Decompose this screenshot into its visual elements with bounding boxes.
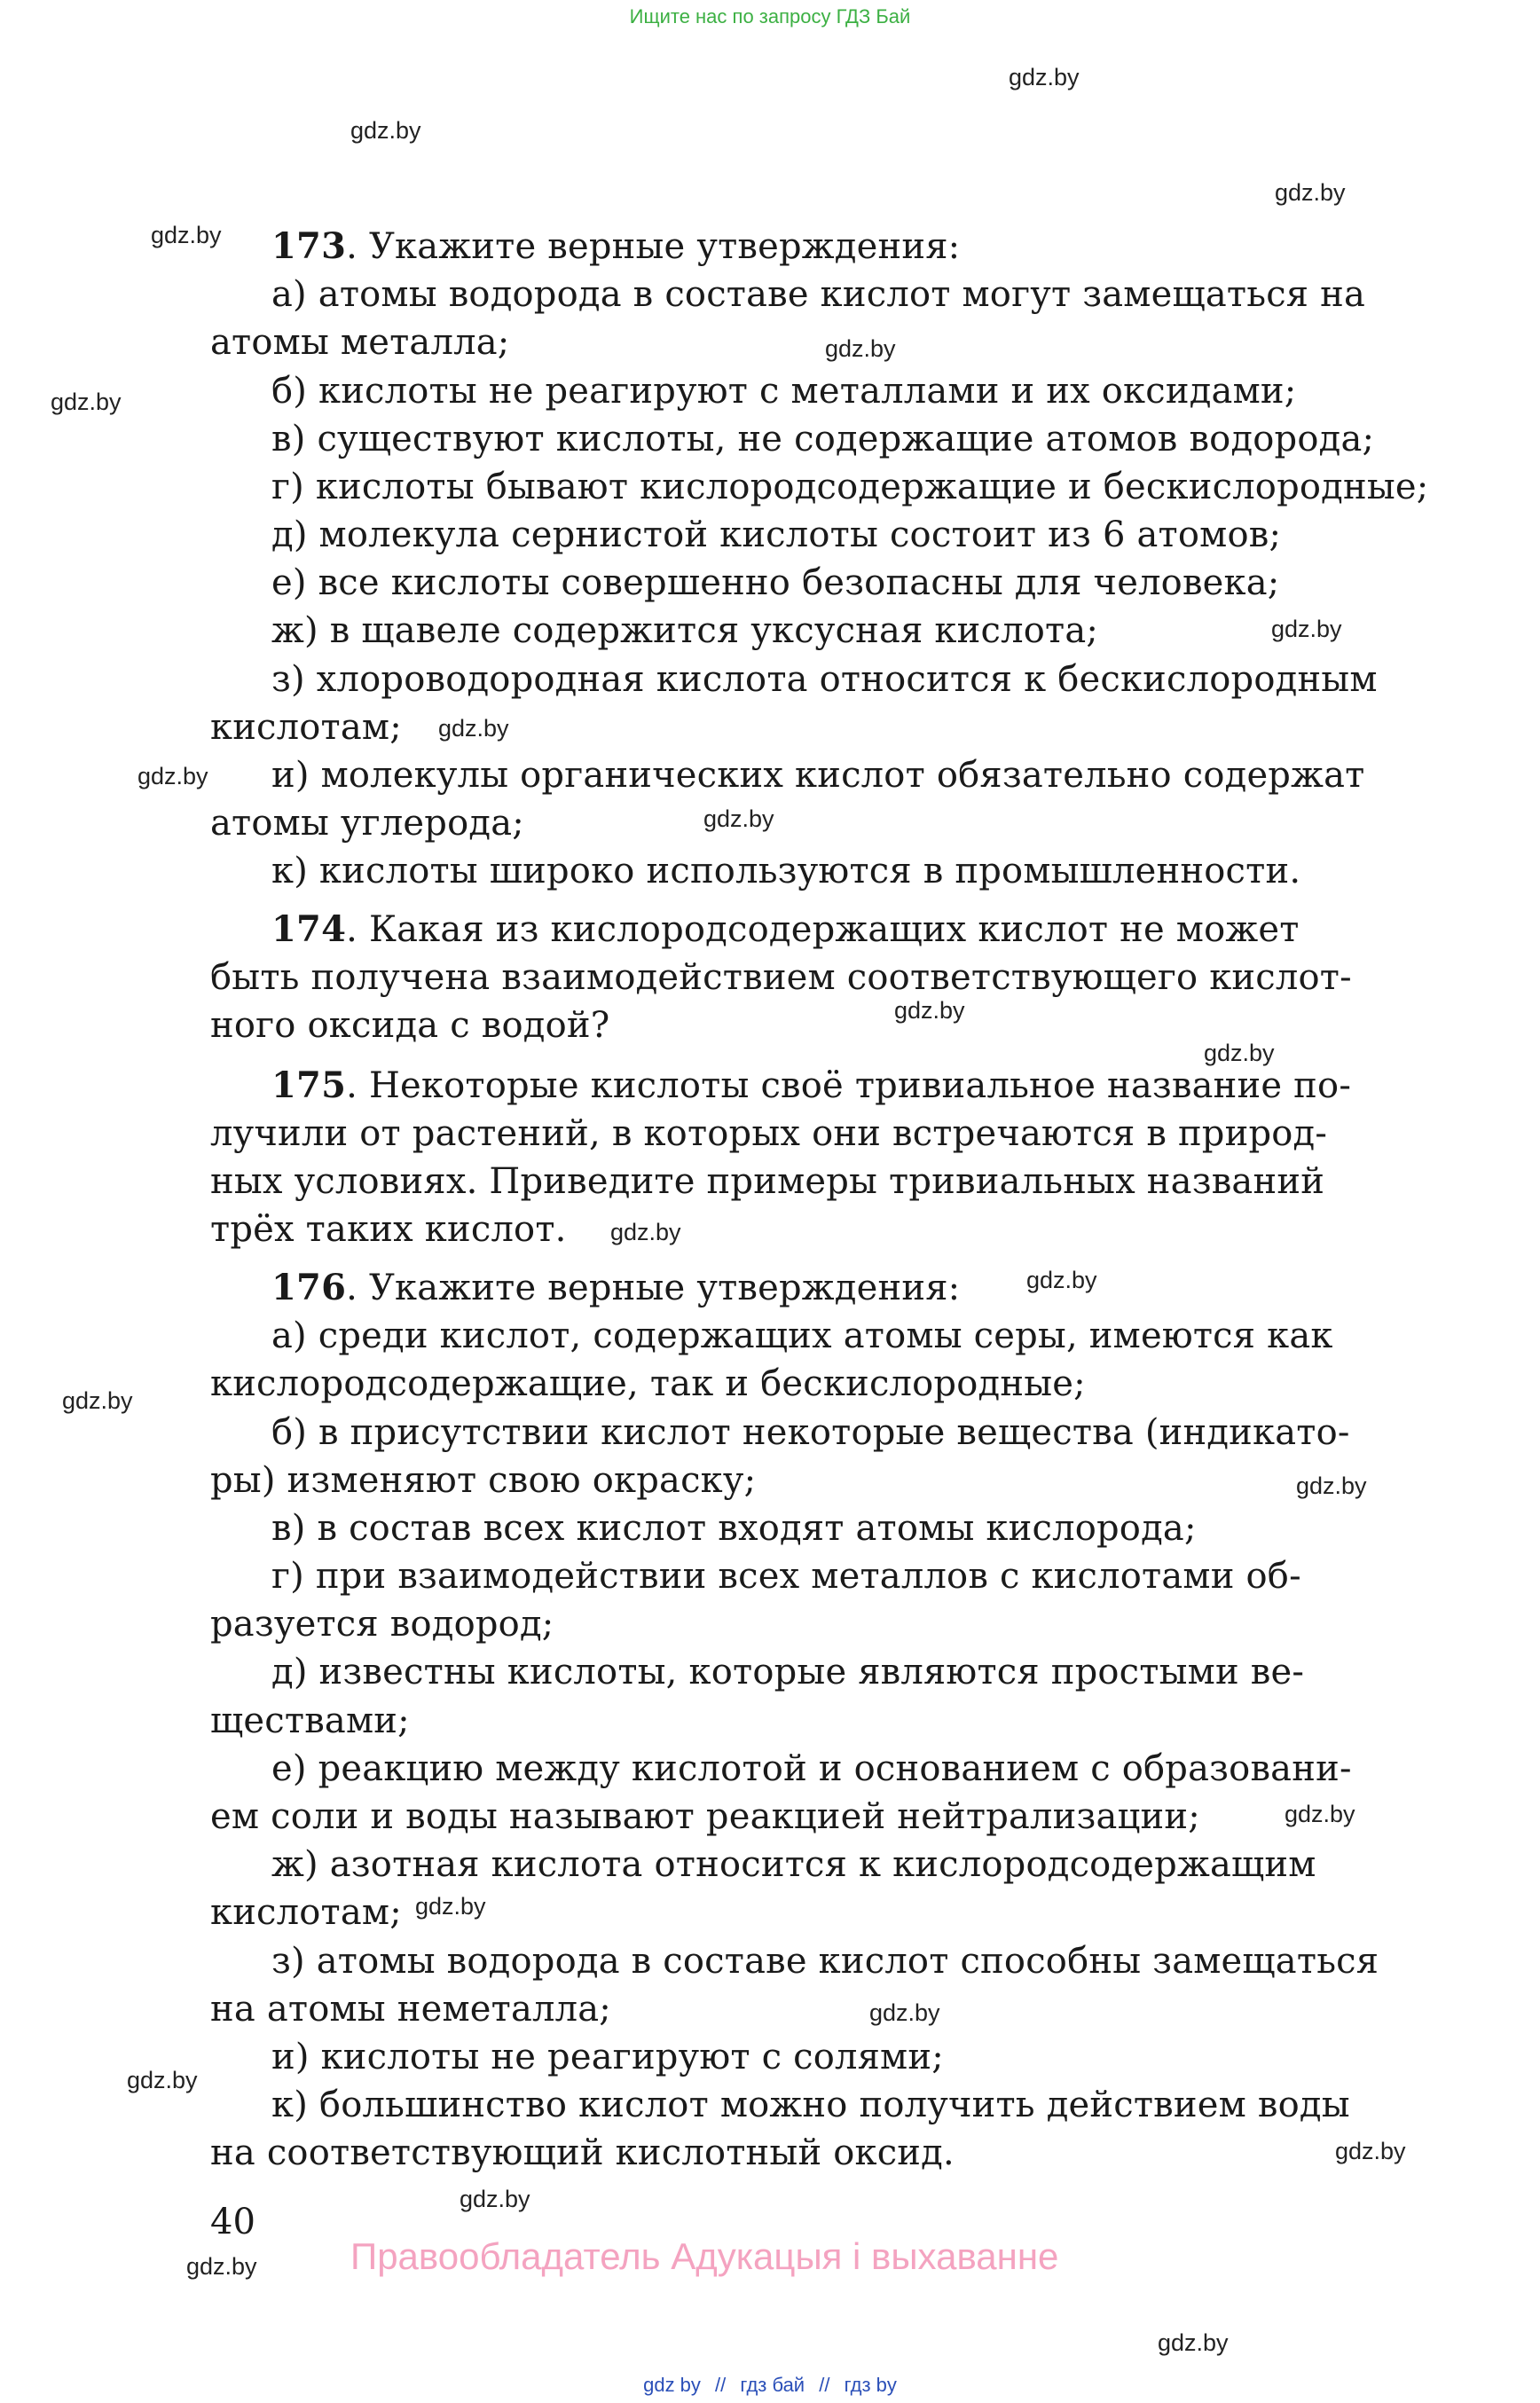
line-text: ных условиях. Приведите примеры тривиальных названий bbox=[210, 1161, 1325, 1202]
task-number: 174 bbox=[271, 908, 347, 950]
line-text: б) в присутствии кислот некоторые вещества (индикато- bbox=[271, 1412, 1350, 1453]
line-text: лучили от растений, в которых они встречаются в природ- bbox=[210, 1113, 1328, 1154]
task-176-heading bbox=[271, 1264, 960, 1312]
watermark: gdz.by bbox=[438, 715, 509, 742]
watermark: gdz.by bbox=[869, 1999, 940, 2026]
line-text: быть получена взаимодействием соответствующего кислот- bbox=[210, 957, 1352, 998]
watermark: gdz.by bbox=[1009, 64, 1080, 90]
watermark: gdz.by bbox=[1158, 2329, 1229, 2356]
line-text: на соответствующий кислотный оксид. bbox=[210, 2132, 955, 2173]
task-number: 176 bbox=[271, 1267, 347, 1308]
watermark: gdz.by bbox=[1275, 179, 1346, 206]
line-text: ществами; bbox=[210, 1700, 410, 1741]
watermark: gdz.by bbox=[186, 2253, 257, 2280]
task-number: 175 bbox=[271, 1064, 347, 1106]
watermark: gdz.by bbox=[350, 117, 421, 144]
line-text: з) хлороводородная кислота относится к бескислородным bbox=[271, 659, 1378, 700]
copyright-notice: Правообладатель Адукацыя і выхаванне bbox=[350, 2235, 1059, 2277]
top-banner[interactable]: Ищите нас по запросу ГДЗ Бай bbox=[629, 5, 911, 27]
watermark: gdz.by bbox=[703, 805, 774, 832]
line-text: на атомы неметалла; bbox=[210, 1989, 611, 2030]
line-text: кислотам; bbox=[210, 1892, 402, 1933]
watermark: gdz.by bbox=[825, 335, 896, 362]
line-text: г) при взаимодействии всех металлов с кислотами об- bbox=[271, 1556, 1301, 1597]
watermark: gdz.by bbox=[138, 763, 208, 789]
line-text: ж) азотная кислота относится к кислородсодержащим bbox=[271, 1844, 1316, 1885]
line-text: г) кислоты бывают кислородсодержащие и бескислородные; bbox=[271, 467, 1429, 507]
line-text: а) среди кислот, содержащих атомы серы, имеются как bbox=[271, 1315, 1333, 1356]
link-separator: // bbox=[715, 2374, 727, 2396]
watermark: gdz.by bbox=[1026, 1267, 1097, 1293]
line-text: кислотам; bbox=[210, 707, 402, 748]
line-text: е) все кислоты совершенно безопасны для человека; bbox=[271, 562, 1280, 603]
watermark: gdz.by bbox=[610, 1219, 681, 1245]
watermark: gdz.by bbox=[1271, 616, 1342, 642]
line-text: а) атомы водорода в составе кислот могут замещаться на bbox=[271, 274, 1366, 315]
task-number: 173 bbox=[271, 225, 347, 267]
line-text: в) в состав всех кислот входят атомы кислорода; bbox=[271, 1508, 1197, 1549]
line-text: . Какая из кислородсодержащих кислот не может bbox=[346, 909, 1300, 950]
line-text: б) кислоты не реагируют с металлами и их оксидами; bbox=[271, 371, 1297, 412]
line-text: к) кислоты широко используются в промышленности. bbox=[271, 851, 1301, 891]
line-text: е) реакцию между кислотой и основанием с образовани- bbox=[271, 1748, 1352, 1789]
line-text: . Некоторые кислоты своё тривиальное название по- bbox=[346, 1065, 1352, 1106]
line-text: . Укажите верные утверждения: bbox=[346, 1268, 961, 1308]
line-text: кислородсодержащие, так и бескислородные; bbox=[210, 1363, 1086, 1404]
line-text: д) молекула сернистой кислоты состоит из 6 атомов; bbox=[271, 514, 1282, 555]
watermark: gdz.by bbox=[415, 1893, 486, 1920]
link-gdz-bai[interactable]: гдз бай bbox=[740, 2374, 805, 2396]
watermark: gdz.by bbox=[127, 2067, 198, 2093]
link-gdz-by[interactable]: gdz by bbox=[643, 2374, 701, 2396]
line-text: в) существуют кислоты, не содержащие атомов водорода; bbox=[271, 419, 1375, 459]
line-text: к) большинство кислот можно получить действием воды bbox=[271, 2085, 1350, 2125]
line-text: д) известны кислоты, которые являются простыми ве- bbox=[271, 1652, 1305, 1692]
line-text: трёх таких кислот. bbox=[210, 1209, 567, 1250]
task-175-heading bbox=[271, 1062, 1351, 1110]
watermark: gdz.by bbox=[1335, 2138, 1406, 2164]
task-173-heading bbox=[271, 223, 960, 271]
task-174-heading bbox=[271, 906, 1300, 954]
link-separator: // bbox=[819, 2374, 830, 2396]
line-text: атомы металла; bbox=[210, 322, 510, 363]
watermark: gdz.by bbox=[894, 997, 965, 1024]
line-text: . Укажите верные утверждения: bbox=[346, 226, 961, 267]
line-text: ного оксида с водой? bbox=[210, 1005, 610, 1046]
link-gdz-by-cyr[interactable]: гдз by bbox=[844, 2374, 897, 2396]
line-text: и) молекулы органических кислот обязательно содержат bbox=[271, 755, 1365, 796]
watermark: gdz.by bbox=[460, 2186, 530, 2212]
watermark: gdz.by bbox=[1285, 1801, 1355, 1827]
line-text: ем соли и воды называют реакцией нейтрализации; bbox=[210, 1796, 1200, 1837]
watermark: gdz.by bbox=[62, 1387, 133, 1414]
watermark: gdz.by bbox=[151, 222, 222, 248]
watermark: gdz.by bbox=[1296, 1472, 1367, 1499]
page-number: 40 bbox=[210, 2202, 255, 2242]
bottom-links bbox=[0, 2374, 1540, 2397]
watermark: gdz.by bbox=[51, 389, 122, 415]
line-text: атомы углерода; bbox=[210, 803, 524, 844]
line-text: з) атомы водорода в составе кислот способны замещаться bbox=[271, 1941, 1379, 1982]
line-text: разуется водород; bbox=[210, 1604, 554, 1645]
line-text: ры) изменяют свою окраску; bbox=[210, 1460, 757, 1501]
watermark: gdz.by bbox=[1204, 1040, 1275, 1066]
line-text: ж) в щавеле содержится уксусная кислота; bbox=[271, 610, 1099, 651]
line-text: и) кислоты не реагируют с солями; bbox=[271, 2037, 944, 2077]
